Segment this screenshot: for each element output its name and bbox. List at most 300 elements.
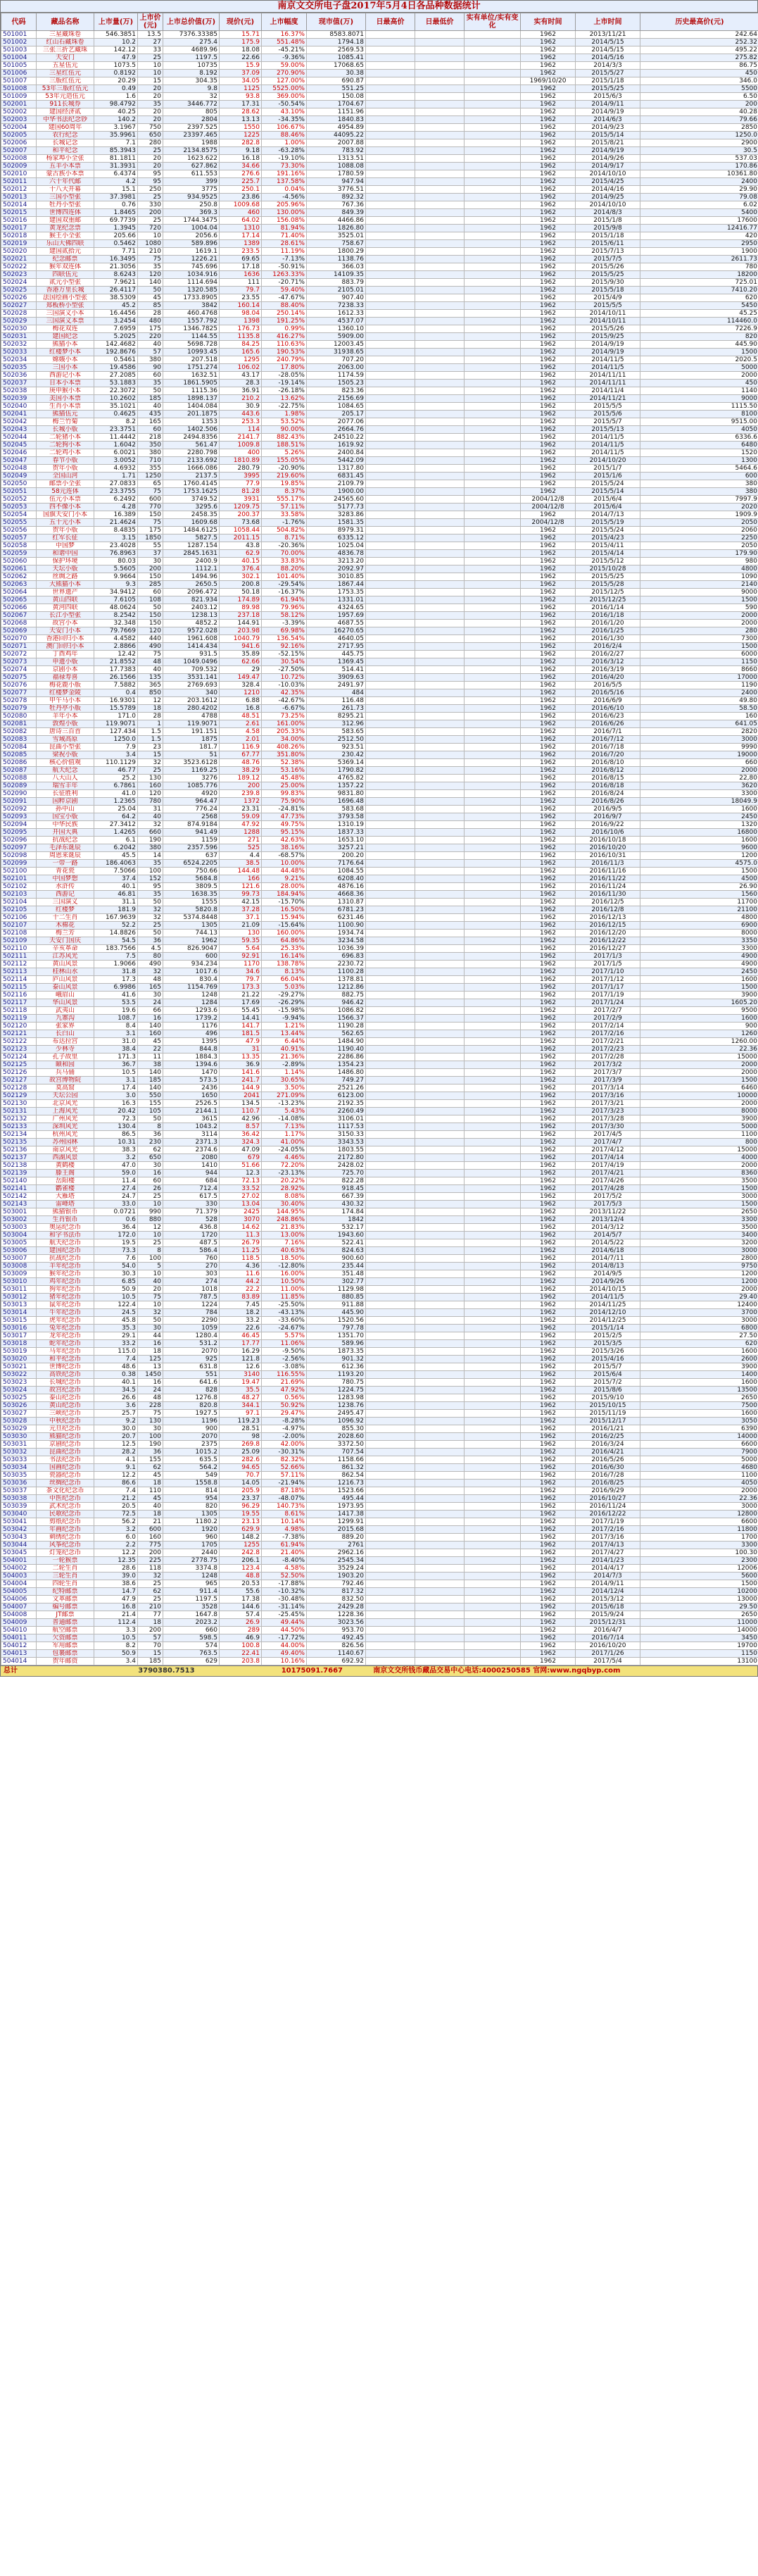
table-cell: 2016/9/7 xyxy=(576,813,640,821)
cell-code: 502139 xyxy=(1,1170,37,1177)
table-row xyxy=(1,937,758,945)
table-cell xyxy=(465,674,521,682)
table-cell xyxy=(465,1216,521,1224)
table-cell: 250.8 xyxy=(163,201,220,209)
table-cell: 250.1 xyxy=(220,186,262,194)
cell-code: 502091 xyxy=(1,798,37,806)
table-cell xyxy=(415,767,465,775)
table-cell: -28.05% xyxy=(262,372,307,380)
table-cell: 2016/6/9 xyxy=(576,697,640,705)
table-cell: 1962 xyxy=(521,1154,576,1162)
table-cell: 1500 xyxy=(640,984,758,992)
cell-code: 502011 xyxy=(1,178,37,186)
cell-name: 武术纪念币 xyxy=(37,1503,94,1511)
table-cell xyxy=(465,395,521,403)
table-cell: 1962 xyxy=(521,953,576,961)
table-cell: 47.92 xyxy=(220,821,262,829)
table-cell: 2015/5/5 xyxy=(576,302,640,310)
table-cell xyxy=(465,1433,521,1441)
table-cell: 2494.8356 xyxy=(163,434,220,442)
table-cell: 2014/3/12 xyxy=(576,1224,640,1232)
table-cell: 3931 xyxy=(220,496,262,504)
table-cell xyxy=(465,1224,521,1232)
table-cell: 1115.36 xyxy=(163,387,220,395)
table-cell xyxy=(366,310,415,318)
table-cell: 230 xyxy=(138,1139,163,1146)
cell-code: 502044 xyxy=(1,434,37,442)
table-cell: 36.91 xyxy=(220,387,262,395)
table-cell: 26.90 xyxy=(640,883,758,891)
cell-name: 邮票小全张 xyxy=(37,480,94,488)
table-cell: 173.3 xyxy=(220,984,262,992)
table-cell xyxy=(366,736,415,744)
table-cell: 49.75% xyxy=(262,821,307,829)
table-row xyxy=(1,488,758,496)
table-cell: 205.66 xyxy=(94,232,138,240)
table-row xyxy=(1,1611,758,1619)
table-cell xyxy=(366,1449,415,1456)
table-cell: 586.4 xyxy=(163,1247,220,1255)
table-cell: 1962 xyxy=(521,1030,576,1038)
table-cell xyxy=(415,341,465,349)
cell-name: 武夷山 xyxy=(37,1007,94,1015)
cell-name: 雪域高原 xyxy=(37,736,94,744)
cell-code: 502048 xyxy=(1,465,37,473)
table-cell xyxy=(465,163,521,170)
table-cell: 1962 xyxy=(521,1487,576,1495)
table-cell: 1.6042 xyxy=(94,442,138,449)
table-cell: 75 xyxy=(138,651,163,658)
table-row xyxy=(1,1456,758,1464)
table-cell: 460 xyxy=(220,209,262,217)
table-cell xyxy=(465,310,521,318)
cell-code: 502026 xyxy=(1,294,37,302)
table-cell: 160.14 xyxy=(220,302,262,310)
table-cell: -9.50% xyxy=(262,1348,307,1356)
table-cell: 1962 xyxy=(521,1139,576,1146)
table-cell: 2015/4/9 xyxy=(576,294,640,302)
table-cell: 2014/11/25 xyxy=(576,1301,640,1309)
table-cell xyxy=(465,1580,521,1588)
cell-code: 502096 xyxy=(1,837,37,844)
table-row xyxy=(1,62,758,70)
table-cell: 1040.79 xyxy=(220,635,262,643)
table-cell xyxy=(465,1286,521,1294)
table-cell: 77.9 xyxy=(220,480,262,488)
table-cell xyxy=(366,1387,415,1394)
table-cell xyxy=(415,643,465,651)
cell-name: 庐山风景 xyxy=(37,976,94,984)
table-cell: 35 xyxy=(138,263,163,271)
table-row xyxy=(1,767,758,775)
table-cell: 2192.35 xyxy=(307,1100,366,1108)
table-cell: 0.4 xyxy=(94,689,138,697)
table-row xyxy=(1,1317,758,1325)
table-cell: 2014/5/16 xyxy=(576,54,640,62)
table-row xyxy=(1,449,758,457)
table-cell xyxy=(415,1038,465,1046)
table-row xyxy=(1,1325,758,1332)
cell-code: 502103 xyxy=(1,891,37,899)
table-cell: 21.8552 xyxy=(94,658,138,666)
table-cell: 1193.20 xyxy=(307,1371,366,1379)
cell-name: 和字书法币 xyxy=(37,1232,94,1239)
table-cell: 176.73 xyxy=(220,325,262,333)
table-cell xyxy=(415,1634,465,1642)
table-cell: 2015/12/5 xyxy=(576,589,640,596)
table-cell: 911.88 xyxy=(307,1301,366,1309)
table-cell: 8.2 xyxy=(94,1642,138,1650)
table-cell: 4900 xyxy=(640,953,758,961)
table-cell: 1962 xyxy=(521,54,576,62)
table-cell xyxy=(465,1301,521,1309)
table-cell: 191.151 xyxy=(163,728,220,736)
table-cell: -45.21% xyxy=(262,46,307,54)
table-cell: 2015/1/8 xyxy=(576,217,640,225)
table-row xyxy=(1,736,758,744)
table-cell: 30.5 xyxy=(640,147,758,155)
table-cell: 0.6 xyxy=(94,1216,138,1224)
table-row xyxy=(1,589,758,596)
table-row xyxy=(1,418,758,426)
table-cell xyxy=(415,356,465,364)
column-header: 实有单位/实有变化 xyxy=(465,13,521,31)
table-cell xyxy=(366,1650,415,1658)
cell-name: 四轮生肖 xyxy=(37,1580,94,1588)
table-cell: 13 xyxy=(138,1363,163,1371)
table-cell xyxy=(366,573,415,581)
table-cell: 1962 xyxy=(521,899,576,906)
table-cell: 532.17 xyxy=(307,1224,366,1232)
table-cell: 69.65 xyxy=(220,256,262,263)
table-cell: 892.32 xyxy=(307,194,366,201)
cell-code: 501006 xyxy=(1,70,37,77)
cell-code: 502070 xyxy=(1,635,37,643)
table-cell xyxy=(366,899,415,906)
table-cell: 61.94% xyxy=(262,1542,307,1549)
table-cell: 31 xyxy=(138,806,163,813)
table-cell: 889.20 xyxy=(307,1534,366,1542)
cell-name: 黄山风景 xyxy=(37,961,94,968)
table-cell: -16.37% xyxy=(262,589,307,596)
table-cell: 1284 xyxy=(163,999,220,1007)
table-cell: 130 xyxy=(138,1418,163,1425)
table-cell: 161.00% xyxy=(262,720,307,728)
table-cell xyxy=(415,968,465,976)
table-cell: 2000 xyxy=(640,620,758,627)
table-cell: 90.00% xyxy=(262,426,307,434)
table-row xyxy=(1,1023,758,1030)
table-cell xyxy=(366,1588,415,1596)
table-cell: 3200 xyxy=(640,1239,758,1247)
table-cell: 2016/7/20 xyxy=(576,751,640,759)
table-cell: 312.96 xyxy=(307,720,366,728)
table-cell: 2013/12/4 xyxy=(576,1216,640,1224)
table-cell: 5.26% xyxy=(262,449,307,457)
table-cell xyxy=(465,689,521,697)
table-cell: 2014/9/19 xyxy=(576,341,640,349)
table-cell: 2050 xyxy=(640,542,758,550)
cell-name: 文革邮票 xyxy=(37,1596,94,1603)
table-cell: 3.2 xyxy=(94,1526,138,1534)
table-cell: 861.32 xyxy=(307,1464,366,1472)
table-cell: 11.19% xyxy=(262,248,307,256)
cell-code: 502082 xyxy=(1,728,37,736)
table-cell: 49.44% xyxy=(262,1619,307,1627)
table-cell xyxy=(415,953,465,961)
table-cell: 25 xyxy=(138,194,163,201)
table-cell: 2804 xyxy=(163,116,220,124)
table-cell: 190 xyxy=(138,1441,163,1449)
table-row xyxy=(1,1340,758,1348)
table-cell: 1962 xyxy=(521,147,576,155)
cell-code: 502019 xyxy=(1,240,37,248)
table-cell: 3620 xyxy=(640,782,758,790)
table-cell: 1609.68 xyxy=(163,519,220,527)
table-cell xyxy=(465,1356,521,1363)
table-cell: 1962 xyxy=(521,209,576,217)
table-cell: 22.6 xyxy=(220,1325,262,1332)
cell-name: 天坛小版 xyxy=(37,565,94,573)
table-row xyxy=(1,1177,758,1185)
table-cell xyxy=(415,387,465,395)
table-cell xyxy=(465,473,521,480)
table-cell xyxy=(465,1092,521,1100)
table-row xyxy=(1,875,758,883)
table-cell: 31.1 xyxy=(94,899,138,906)
table-cell: 1248 xyxy=(163,1573,220,1580)
table-cell: 42.15 xyxy=(220,899,262,906)
table-cell: 15.71 xyxy=(220,31,262,39)
cell-name: 建国60周年 xyxy=(37,124,94,132)
table-cell: 16270.65 xyxy=(307,627,366,635)
cell-code: 503016 xyxy=(1,1325,37,1332)
table-cell: 3050 xyxy=(640,1418,758,1425)
table-cell: 45.8 xyxy=(94,1317,138,1325)
table-cell: -15.64% xyxy=(262,922,307,930)
table-cell: 4.2 xyxy=(94,178,138,186)
table-cell: 28.62 xyxy=(220,108,262,116)
table-cell: 44.00% xyxy=(262,1642,307,1650)
table-cell: 883.79 xyxy=(307,279,366,287)
table-cell: 1962 xyxy=(521,279,576,287)
table-cell: 119.23 xyxy=(220,1418,262,1425)
table-cell xyxy=(465,1239,521,1247)
table-cell: 6.4374 xyxy=(94,170,138,178)
table-cell: 1486.80 xyxy=(307,1069,366,1077)
table-cell xyxy=(465,85,521,93)
table-cell: 350 xyxy=(138,442,163,449)
table-cell xyxy=(415,1526,465,1534)
table-cell: 44.48% xyxy=(262,868,307,875)
table-row xyxy=(1,1286,758,1294)
table-cell xyxy=(465,666,521,674)
cell-name: 昆曲小型张 xyxy=(37,744,94,751)
table-cell xyxy=(366,1255,415,1263)
table-cell xyxy=(415,992,465,999)
table-cell: 5000 xyxy=(640,364,758,372)
table-cell: 43.10% xyxy=(262,108,307,116)
table-cell xyxy=(415,186,465,194)
table-cell: 1305 xyxy=(163,1511,220,1518)
cell-code: 503027 xyxy=(1,1410,37,1418)
table-cell: 1962 xyxy=(521,1634,576,1642)
table-cell: 1962 xyxy=(163,937,220,945)
table-cell: 2016/11/16 xyxy=(576,868,640,875)
table-cell: 2015/1/18 xyxy=(576,77,640,85)
table-cell: 18200 xyxy=(640,271,758,279)
table-cell: 9000 xyxy=(640,589,758,596)
table-cell: 2017/1/19 xyxy=(576,1518,640,1526)
table-cell: 189.12 xyxy=(220,775,262,782)
table-cell: 4.4 xyxy=(220,852,262,860)
table-cell: 79.7 xyxy=(220,287,262,294)
table-cell: 13.5 xyxy=(138,31,163,39)
table-cell: 21.83% xyxy=(262,1224,307,1232)
table-cell: 2014/9/11 xyxy=(576,101,640,108)
table-cell xyxy=(366,1216,415,1224)
table-cell xyxy=(465,333,521,341)
table-cell: 1417.38 xyxy=(307,1511,366,1518)
table-cell: 1135.8 xyxy=(220,333,262,341)
table-cell: 2015/4/16 xyxy=(576,1356,640,1363)
table-cell: 880.85 xyxy=(307,1294,366,1301)
table-cell: 7410.20 xyxy=(640,287,758,294)
table-cell: 2017/3/30 xyxy=(576,1123,640,1131)
table-cell xyxy=(366,1658,415,1665)
table-row xyxy=(1,1371,758,1379)
table-cell xyxy=(366,1402,415,1410)
cell-name: 黄龙纪念票 xyxy=(37,225,94,232)
table-cell: 4.5 xyxy=(138,945,163,953)
table-cell: 514.41 xyxy=(307,666,366,674)
table-cell: 13000 xyxy=(640,1596,758,1603)
table-cell: 3150.33 xyxy=(307,1131,366,1139)
table-cell xyxy=(465,1332,521,1340)
table-cell: 3114 xyxy=(163,1131,220,1139)
table-cell xyxy=(465,1146,521,1154)
table-cell: 40 xyxy=(138,666,163,674)
table-cell: 99.83% xyxy=(262,790,307,798)
table-cell: 2761 xyxy=(307,1542,366,1549)
table-cell: 2014/10/10 xyxy=(576,201,640,209)
table-cell xyxy=(465,155,521,163)
cell-code: 502036 xyxy=(1,372,37,380)
table-cell: -20.71% xyxy=(262,279,307,287)
table-cell: 720 xyxy=(138,225,163,232)
table-cell: 1962 xyxy=(521,1480,576,1487)
table-cell xyxy=(366,883,415,891)
table-cell: 707.20 xyxy=(307,356,366,364)
table-cell: 750 xyxy=(138,124,163,132)
table-row xyxy=(1,1487,758,1495)
table-cell: 1619.92 xyxy=(307,442,366,449)
table-cell: 21 xyxy=(138,1518,163,1526)
table-cell xyxy=(366,651,415,658)
cell-code: 503037 xyxy=(1,1487,37,1495)
table-cell: 166 xyxy=(220,875,262,883)
table-cell xyxy=(366,395,415,403)
cell-code: 504002 xyxy=(1,1565,37,1573)
table-cell: 4788 xyxy=(163,713,220,720)
table-cell: 1600 xyxy=(640,976,758,984)
table-cell: 2016/10/20 xyxy=(576,844,640,852)
cell-code: 503031 xyxy=(1,1441,37,1449)
cell-name: 欠资邮票 xyxy=(37,1634,94,1642)
table-cell: 47.9 xyxy=(94,54,138,62)
table-cell: 137.58% xyxy=(262,178,307,186)
table-cell: 351.80% xyxy=(262,751,307,759)
table-cell: 1.4265 xyxy=(94,829,138,837)
cell-code: 503007 xyxy=(1,1255,37,1263)
table-cell: 25.2 xyxy=(94,775,138,782)
table-cell: 25 xyxy=(138,767,163,775)
table-cell: 17.7383 xyxy=(94,666,138,674)
cell-name: 十二生肖 xyxy=(37,914,94,922)
table-cell: 420 xyxy=(640,232,758,240)
table-cell: 46.45 xyxy=(220,1332,262,1340)
cell-name: 十八大开幕 xyxy=(37,186,94,194)
table-cell xyxy=(415,627,465,635)
table-cell: 269.8 xyxy=(220,1441,262,1449)
table-cell: 92.16% xyxy=(262,643,307,651)
table-cell: 8.71% xyxy=(262,534,307,542)
table-cell: 1009.68 xyxy=(220,201,262,209)
table-cell xyxy=(415,1294,465,1301)
cell-code: 502095 xyxy=(1,829,37,837)
table-row xyxy=(1,1363,758,1371)
table-cell: 3000 xyxy=(640,1193,758,1201)
table-cell: 2545.34 xyxy=(307,1557,366,1565)
table-cell xyxy=(415,1642,465,1650)
table-cell: 181.7 xyxy=(163,744,220,751)
table-cell: 98 xyxy=(220,1433,262,1441)
table-cell xyxy=(465,1061,521,1069)
table-cell: 2015/4/14 xyxy=(576,550,640,558)
table-cell: 188.51% xyxy=(262,442,307,449)
table-cell: 82.32% xyxy=(262,1456,307,1464)
table-cell: 1226.21 xyxy=(163,256,220,263)
table-cell xyxy=(415,302,465,310)
table-cell xyxy=(415,984,465,992)
table-cell: 1470 xyxy=(163,1069,220,1077)
table-cell xyxy=(415,124,465,132)
cell-name: 熊猫纪念币 xyxy=(37,1433,94,1441)
table-cell: 2016/9/5 xyxy=(576,806,640,813)
table-cell: 1238.13 xyxy=(163,612,220,620)
cell-code: 503004 xyxy=(1,1232,37,1239)
table-cell: 2014/5/15 xyxy=(576,39,640,46)
table-cell: 2568 xyxy=(163,813,220,821)
table-cell: 1276.8 xyxy=(163,1394,220,1402)
table-cell: -47.67% xyxy=(262,294,307,302)
table-cell: 8.13% xyxy=(262,968,307,976)
column-header: 上市时间 xyxy=(576,13,640,31)
table-cell: 2014/11/21 xyxy=(576,395,640,403)
table-cell: 2014/9/26 xyxy=(576,1278,640,1286)
table-cell: 11.25 xyxy=(220,1247,262,1255)
table-cell xyxy=(465,1348,521,1356)
table-cell: 30.9 xyxy=(220,403,262,411)
table-cell: 2015/6/4 xyxy=(576,496,640,504)
table-cell xyxy=(415,759,465,767)
table-row xyxy=(1,426,758,434)
table-cell: 1520.56 xyxy=(307,1317,366,1325)
table-cell: 780 xyxy=(138,798,163,806)
table-cell: 1190 xyxy=(640,682,758,689)
cell-name: 生肖小本票 xyxy=(37,403,94,411)
table-cell: 121.6 xyxy=(220,883,262,891)
